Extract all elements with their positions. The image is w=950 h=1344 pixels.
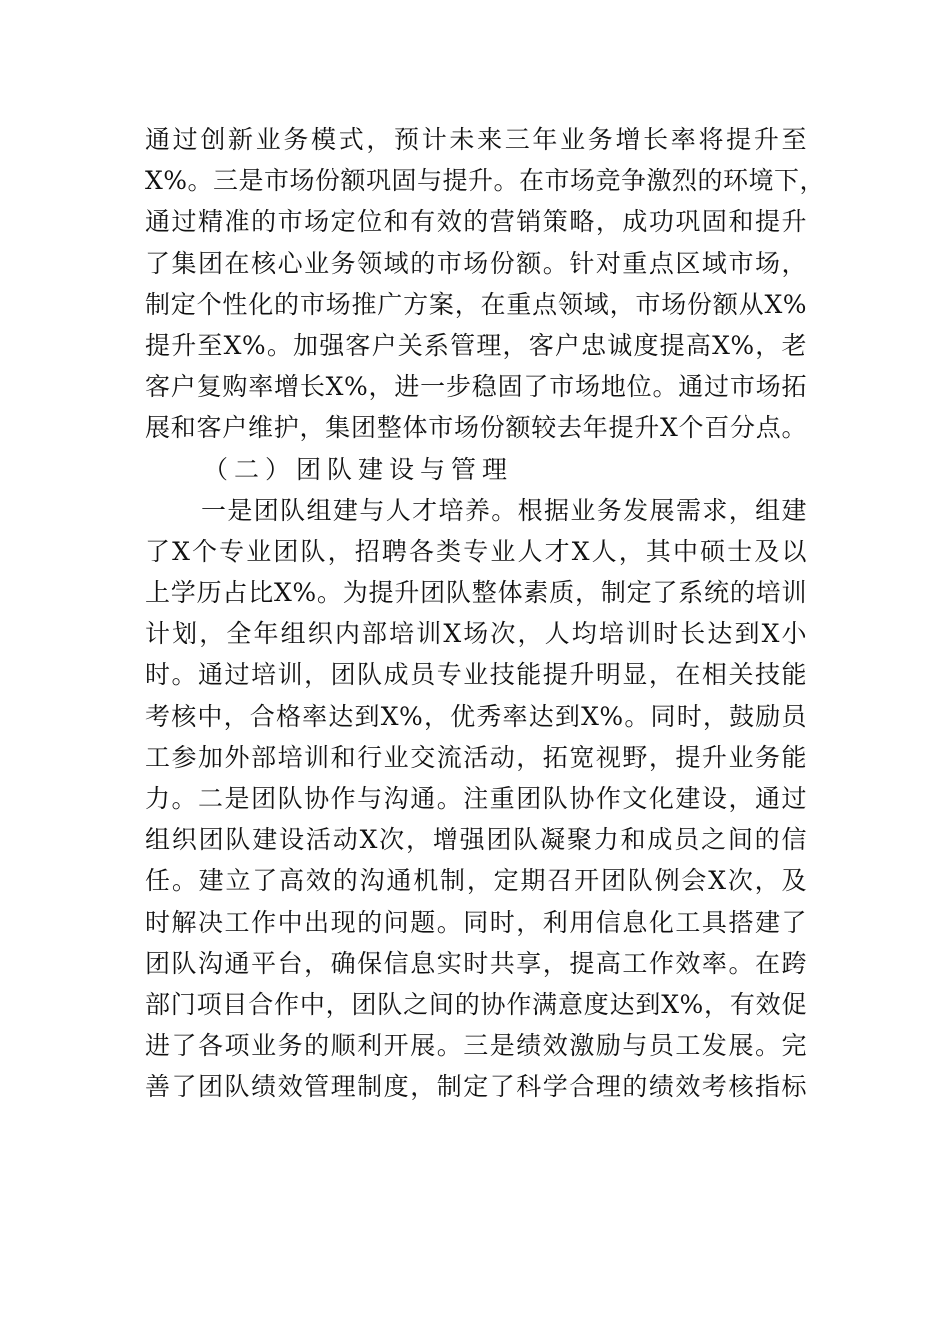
text-line: 通过创新业务模式，预计未来三年业务增长率将提升至 (145, 125, 807, 154)
section-heading: （二）团队建设与管理 (203, 454, 514, 484)
text-line: X%。三是市场份额巩固与提升。在市场竞争激烈的环境下， (145, 166, 826, 196)
text-line: 提升至X%。加强客户关系管理，客户忠诚度提高X%，老 (145, 330, 807, 360)
text-line: 时解决工作中出现的问题。同时，利用信息化工具搭建了 (145, 907, 807, 937)
text-line: 团队沟通平台，确保信息实时共享，提高工作效率。在跨 (145, 948, 807, 978)
text-line: 一是团队组建与人才培养。根据业务发展需求，组建 (201, 495, 807, 525)
text-line: 进了各项业务的顺利开展。三是绩效激励与员工发展。完 (145, 1031, 807, 1061)
paragraph-team-building (145, 490, 807, 1108)
text-line: 制定个性化的市场推广方案，在重点领域，市场份额从X% (145, 289, 807, 319)
text-line: 通过精准的市场定位和有效的营销策略，成功巩固和提升 (145, 207, 807, 237)
text-line: 任。建立了高效的沟通机制，定期召开团队例会X次，及 (145, 866, 807, 896)
text-line: 客户复购率增长X%，进一步稳固了市场地位。通过市场拓 (145, 372, 807, 402)
text-line: 工参加外部培训和行业交流活动，拓宽视野，提升业务能 (145, 742, 807, 772)
text-line: 部门项目合作中，团队之间的协作满意度达到X%，有效促 (145, 989, 807, 1019)
text-line: 上学历占比X%。为提升团队整体素质，制定了系统的培训 (145, 578, 807, 608)
text-line: 展和客户维护，集团整体市场份额较去年提升X个百分点。 (145, 413, 807, 443)
text-line: 考核中，合格率达到X%，优秀率达到X%。同时，鼓励员 (145, 701, 807, 731)
text-line: 计划，全年组织内部培训X场次，人均培训时长达到X小 (145, 619, 807, 649)
text-line: 善了团队绩效管理制度，制定了科学合理的绩效考核指标 (145, 1072, 807, 1102)
text-line: 力。二是团队协作与沟通。注重团队协作文化建设，通过 (145, 784, 807, 813)
paragraph-market-share (145, 119, 826, 449)
text-line: 了集团在核心业务领域的市场份额。针对重点区域市场， (145, 248, 807, 278)
document-page (145, 119, 826, 1108)
text-line: 了X个专业团队，招聘各类专业人才X人，其中硕士及以 (145, 536, 807, 566)
text-line: 时。通过培训，团队成员专业技能提升明显，在相关技能 (145, 660, 807, 690)
text-line: 组织团队建设活动X次，增强团队凝聚力和成员之间的信 (145, 825, 807, 855)
